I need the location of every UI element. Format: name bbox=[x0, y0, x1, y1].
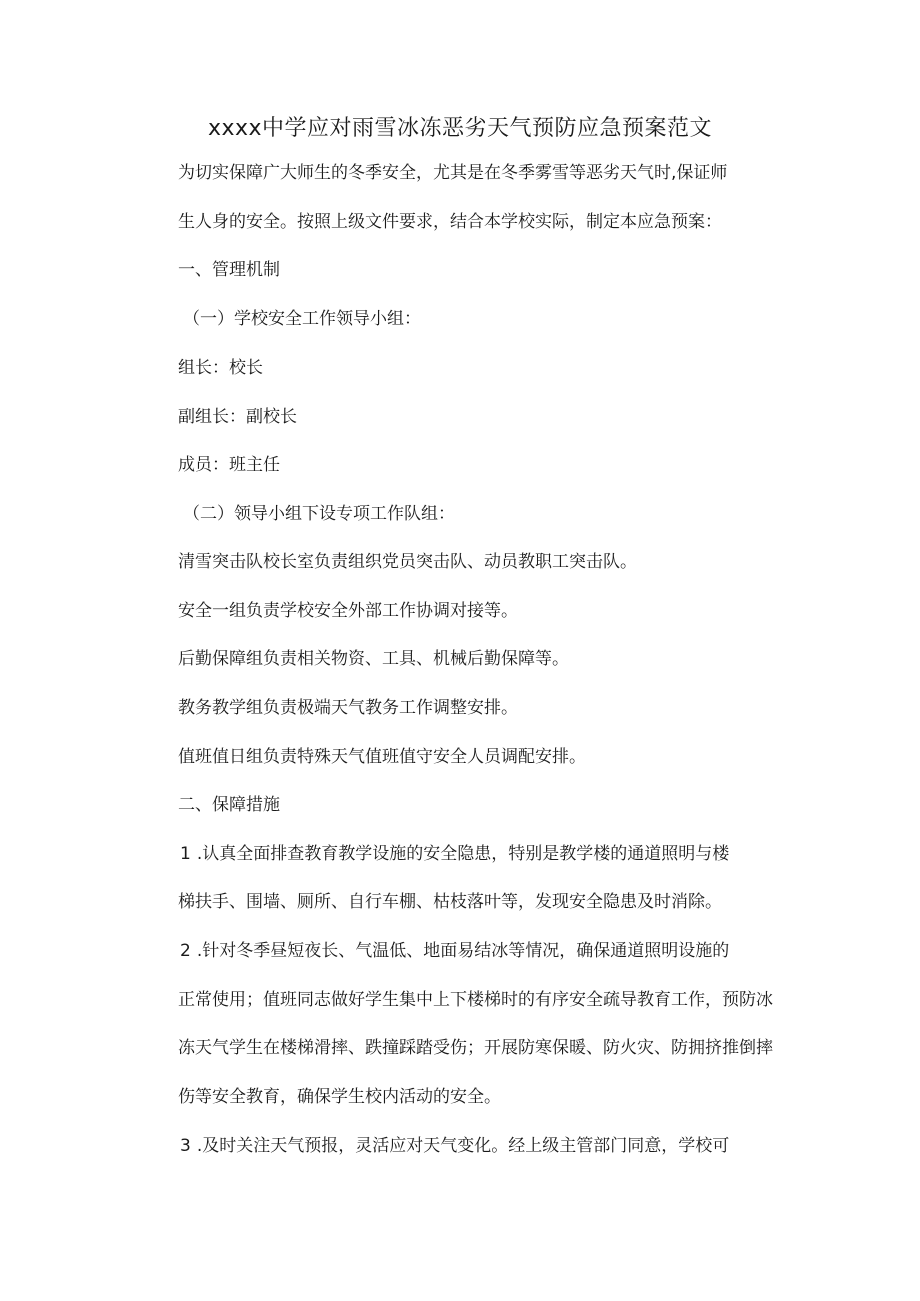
leader-line: 组长：校长 bbox=[178, 358, 263, 378]
subsection-heading: （二）领导小组下设专项工作队组： bbox=[183, 504, 455, 524]
members-line: 成员：班主任 bbox=[178, 455, 280, 475]
measure-text: .及时关注天气预报，灵活应对天气变化。经上级主管部门同意，学校可 bbox=[196, 1136, 730, 1156]
measure-line bbox=[180, 1134, 729, 1158]
intro-line: 生人身的安全。按照上级文件要求，结合本学校实际，制定本应急预案： bbox=[178, 212, 722, 232]
measure-line: 正常使用；值班同志做好学生集中上下楼梯时的有序安全疏导教育工作，预防冰 bbox=[178, 990, 773, 1010]
team-item: 值班值日组负责特殊天气值班值守安全人员调配安排。 bbox=[178, 747, 586, 767]
measure-number: 3 bbox=[180, 1136, 191, 1156]
measure-line: 梯扶手、围墙、厕所、自行车棚、枯枝落叶等，发现安全隐患及时消除。 bbox=[178, 892, 722, 912]
team-item: 后勤保障组负责相关物资、工具、机械后勤保障等。 bbox=[178, 649, 569, 669]
measure-line: 冻天气学生在楼梯滑摔、跌撞踩踏受伤；开展防寒保暖、防火灾、防拥挤推倒摔 bbox=[178, 1038, 773, 1058]
measure-line bbox=[180, 939, 729, 963]
measure-line: 伤等安全教育，确保学生校内活动的安全。 bbox=[178, 1087, 501, 1107]
team-item: 清雪突击队校长室负责组织党员突击队、动员教职工突击队。 bbox=[178, 552, 637, 572]
measure-text: .认真全面排查教育教学设施的安全隐患，特别是教学楼的通道照明与楼 bbox=[196, 844, 730, 864]
measure-text: .针对冬季昼短夜长、气温低、地面易结冰等情况，确保通道照明设施的 bbox=[196, 941, 730, 961]
intro-line: 为切实保障广大师生的冬季安全，尤其是在冬季雾雪等恶劣天气时,保证师 bbox=[178, 163, 728, 183]
measure-line bbox=[180, 842, 729, 866]
subsection-heading: （一）学校安全工作领导小组： bbox=[183, 309, 421, 329]
measure-number: 2 bbox=[180, 941, 191, 961]
measure-number: 1 bbox=[180, 844, 191, 864]
section-heading: 一、管理机制 bbox=[178, 260, 280, 280]
section-heading: 二、保障措施 bbox=[178, 795, 280, 815]
team-item: 安全一组负责学校安全外部工作协调对接等。 bbox=[178, 601, 518, 621]
team-item: 教务教学组负责极端天气教务工作调整安排。 bbox=[178, 698, 518, 718]
deputy-line: 副组长：副校长 bbox=[178, 407, 297, 427]
document-title: xxxx中学应对雨雪冰冻恶劣天气预防应急预案范文 bbox=[207, 116, 713, 141]
